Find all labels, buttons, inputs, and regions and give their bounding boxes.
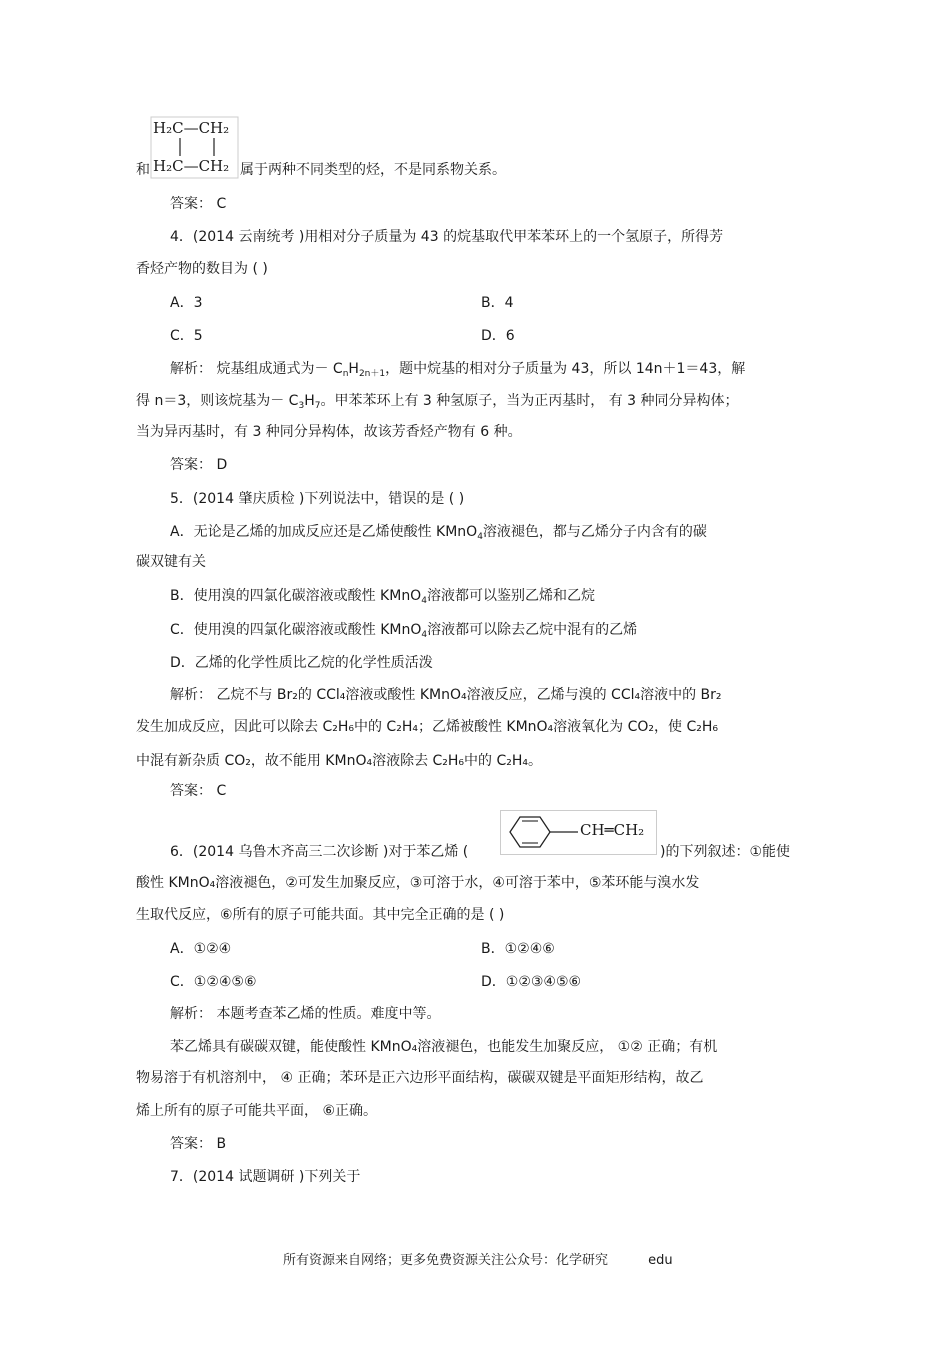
q4-ana2-3: 3 [298, 401, 305, 411]
footer-text: 所有资源来自网络；更多免费资源关注公众号：化学研究 [283, 1253, 609, 1268]
q6-option-b: B．①②④⑥ [481, 941, 555, 957]
q5-answer: 答案： C [170, 783, 227, 799]
q5-b-4: 4 [421, 596, 427, 606]
q5-a1-a: A．无论是乙烯的加成反应还是乙烯使酸性 KMnO [170, 524, 478, 540]
q6-stem-line1a: 6．(2014 乌鲁木齐高三二次诊断 )对于苯乙烯 ( [170, 844, 469, 860]
q5-a1-b: 溶液褪色，都与乙烯分子内含有的碳 [482, 524, 707, 540]
q6-option-a: A．①②④ [170, 941, 232, 957]
q4-stem-line1: 4．(2014 云南统考 )用相对分子质量为 43 的烷基取代甲苯苯环上的一个氢原子，所得芳 [170, 229, 724, 245]
q5-option-b [170, 586, 595, 611]
footer-edu: edu [648, 1253, 673, 1268]
q5-c-4: 4 [421, 630, 428, 640]
q6-analysis-line1: 苯乙烯具有碳碳双键，能使酸性 KMnO₄溶液褪色，也能发生加聚反应， ①② 正确；有机 [170, 1039, 718, 1055]
q4-option-b: B．4 [481, 295, 514, 311]
q5-option-a-line2: 碳双键有关 [136, 554, 206, 570]
cyclobutane-structure [150, 116, 240, 180]
q6-stem-line1b: )的下列叙述：①能使 [660, 844, 791, 860]
q4-ana1-a: 解析： 烷基组成通式为－ C [170, 361, 343, 377]
q4-analysis-line2 [136, 391, 739, 416]
intro-text: 属于两种不同类型的烃，不是同系物关系。 [240, 162, 506, 178]
cyclobutane-bottom: H₂C—CH₂ [153, 157, 230, 175]
q5-analysis-line3: 中混有新杂质 CO₂，故不能用 KMnO₄溶液除去 C₂H₆中的 C₂H₄。 [136, 753, 543, 769]
q5-b-b: 溶液都可以鉴别乙烯和乙烷 [426, 588, 595, 604]
styrene-label: CH═CH₂ [580, 821, 645, 839]
intro-prefix: 和 [136, 162, 150, 178]
q5-option-c [170, 620, 637, 645]
q6-analysis-line0: 解析： 本题考查苯乙烯的性质。难度中等。 [170, 1006, 441, 1022]
q4-ana1-h: H [348, 361, 359, 377]
q6-answer: 答案： B [170, 1136, 227, 1152]
q4-ana2-b: 。甲苯苯环上有 3 种氢原子，当为正丙基时， 有 3 种同分异构体； [320, 393, 739, 409]
q6-stem-line3: 生取代反应，⑥所有的原子可能共面。其中完全正确的是 ( ) [136, 907, 505, 923]
page-footer [283, 1249, 673, 1268]
q4-answer: 答案： D [170, 457, 228, 473]
q4-ana1-n: n [342, 369, 349, 379]
q4-analysis-line1 [170, 359, 745, 384]
q4-ana1-2n1: 2n＋1 [358, 369, 386, 379]
q4-ana1-b: ，题中烷基的相对分子质量为 43，所以 14n＋1＝43，解 [385, 361, 746, 377]
q6-stem-line2: 酸性 KMnO₄溶液褪色，②可发生加聚反应，③可溶于水，④可溶于苯中，⑤苯环能与溴水发 [136, 875, 700, 891]
q5-b-a: B．使用溴的四氯化碳溶液或酸性 KMnO [170, 588, 422, 604]
q4-ana2-7: 7 [314, 401, 321, 411]
q5-option-d: D．乙烯的化学性质比乙烷的化学性质活泼 [170, 655, 433, 671]
q4-ana2-a: 得 n＝3，则该烷基为－ C [136, 393, 299, 409]
q5-option-a-line1 [170, 522, 707, 547]
q7-stem: 7．(2014 试题调研 )下列关于 [170, 1169, 361, 1185]
q5-analysis-line1: 解析： 乙烷不与 Br₂的 CCl₄溶液或酸性 KMnO₄溶液反应，乙烯与溴的 CCl₄溶液中的 Br₂ [170, 687, 722, 703]
q5-a1-4: 4 [477, 532, 483, 542]
q4-analysis-line3: 当为异丙基时，有 3 种同分异构体，故该芳香烃产物有 6 种。 [136, 424, 522, 440]
q6-option-d: D．①②③④⑤⑥ [481, 974, 582, 990]
q4-option-c: C．5 [170, 328, 203, 344]
q5-analysis-line2: 发生加成反应，因此可以除去 C₂H₆中的 C₂H₄；乙烯被酸性 KMnO₄溶液氧化为 CO₂，使 C₂H₆ [136, 719, 719, 735]
q4-option-d: D．6 [481, 328, 515, 344]
q6-analysis-line3: 烯上所有的原子可能共平面， ⑥正确。 [136, 1103, 377, 1119]
q6-analysis-line2: 物易溶于有机溶剂中， ④ 正确；苯环是正六边形平面结构，碳碳双键是平面矩形结构，故乙 [136, 1070, 704, 1086]
q4-ana2-h: H [304, 393, 315, 409]
cyclobutane-top: H₂C—CH₂ [153, 119, 230, 137]
q4-option-a: A．3 [170, 295, 203, 311]
q5-stem: 5．(2014 肇庆质检 )下列说法中，错误的是 ( ) [170, 491, 465, 507]
q5-c-a: C．使用溴的四氯化碳溶液或酸性 KMnO [170, 622, 422, 638]
styrene-structure [500, 810, 658, 856]
q5-c-b: 溶液都可以除去乙烷中混有的乙烯 [427, 622, 638, 638]
q6-option-c: C．①②④⑤⑥ [170, 974, 257, 990]
q4-stem-line2: 香烃产物的数目为 ( ) [136, 261, 268, 277]
q3-answer: 答案： C [170, 196, 227, 212]
